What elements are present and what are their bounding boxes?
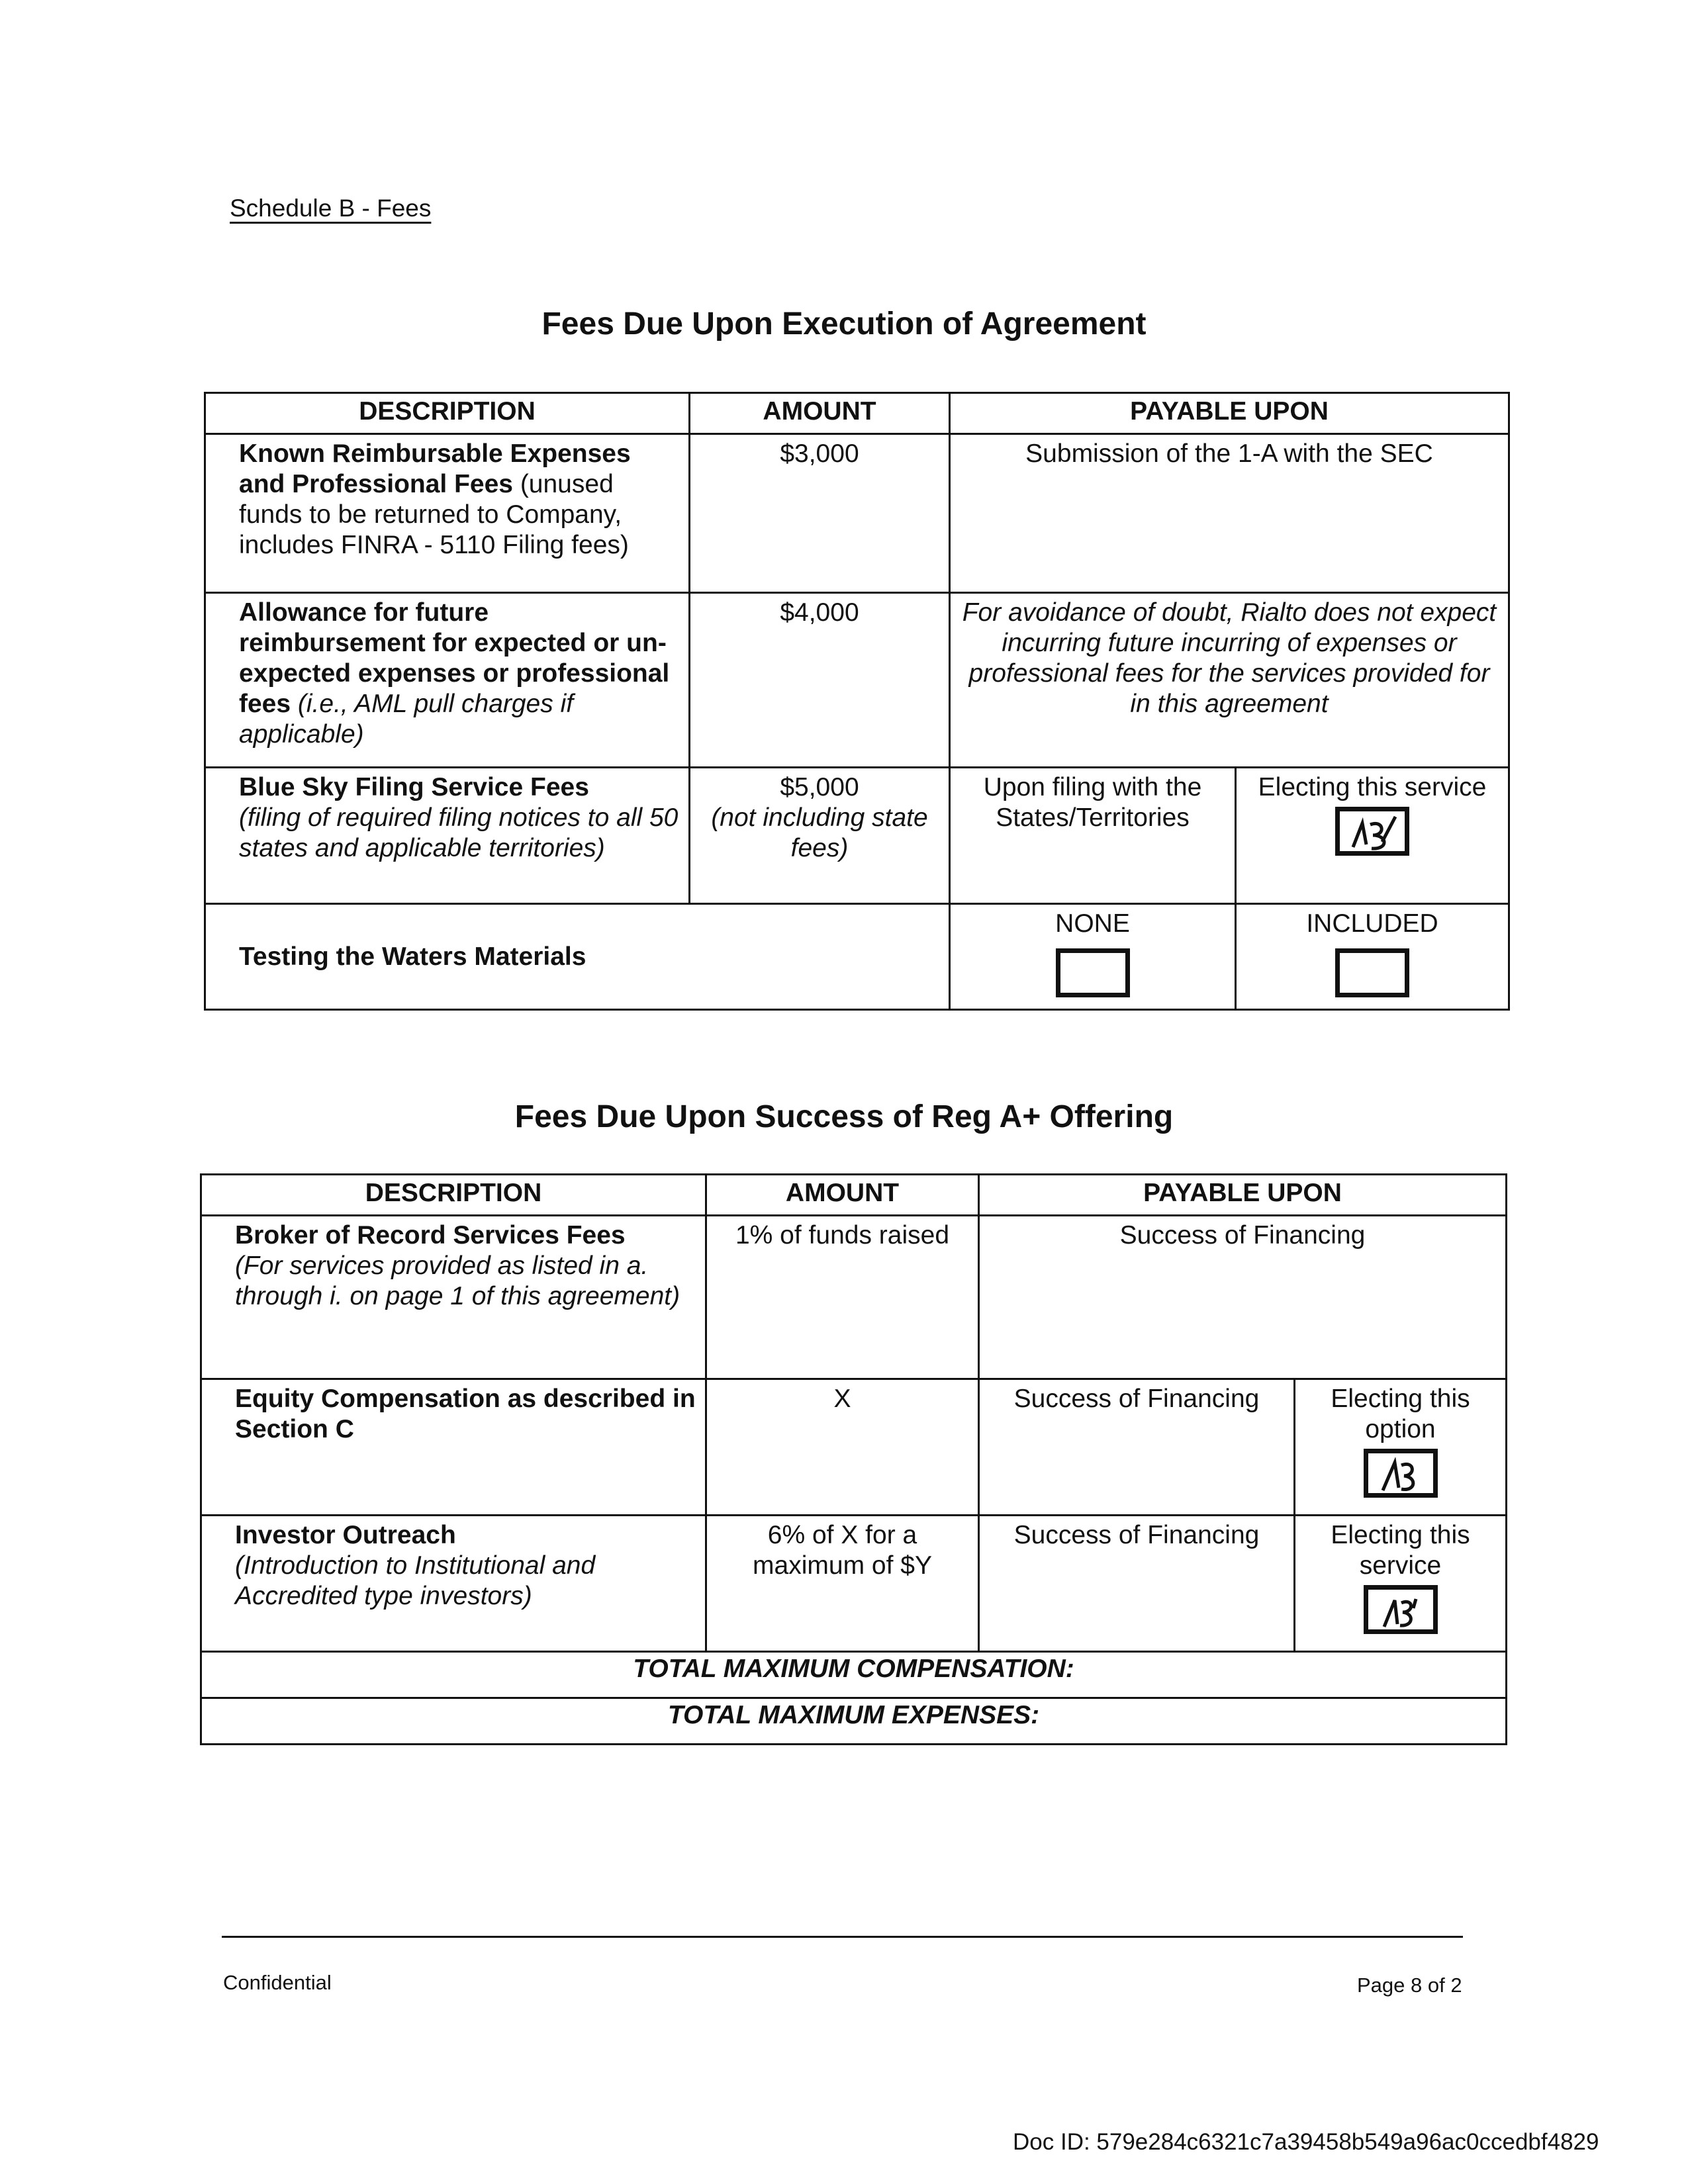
row-payable: Submission of the 1-A with the SEC: [950, 434, 1509, 593]
row-amount: X: [706, 1379, 979, 1516]
election-cell: Electing this service: [1295, 1516, 1507, 1652]
initials-signature-icon: [1346, 815, 1399, 852]
total-expenses-label: TOTAL MAXIMUM EXPENSES:: [201, 1698, 1507, 1745]
election-checkbox[interactable]: [1364, 1585, 1438, 1634]
row-description: Broker of Record Services Fees (For services provided as listed in a. through i. on page 1 of this agreement): [201, 1216, 706, 1379]
initials-signature-icon: [1375, 1594, 1428, 1631]
table-row: [205, 904, 1509, 1010]
doc-id: Doc ID: 579e284c6321c7a39458b549a96ac0ccedbf4829: [1013, 2129, 1599, 2155]
row-description: Equity Compensation as described in Section C: [201, 1379, 706, 1516]
page-number: Page 8 of 2: [1357, 1974, 1462, 1997]
row-payable: Success of Financing: [979, 1379, 1295, 1516]
row-description: Known Reimbursable Expenses and Professional Fees (unused funds to be returned to Company, includes FINRA - 5110 Filing fees): [205, 434, 690, 593]
row-amount: $4,000: [690, 593, 950, 768]
section-title-success: Fees Due Upon Success of Reg A+ Offering: [514, 1099, 1174, 1134]
row-amount: 6% of X for a maximum of $Y: [706, 1516, 979, 1652]
section-title-execution: Fees Due Upon Execution of Agreement: [541, 306, 1147, 341]
row-payable: Success of Financing: [979, 1216, 1507, 1379]
col-header-amount: AMOUNT: [690, 393, 950, 434]
table-row: [205, 593, 1509, 768]
col-header-payable: PAYABLE UPON: [950, 393, 1509, 434]
election-cell: Electing this option: [1295, 1379, 1507, 1516]
row-payable: Success of Financing: [979, 1516, 1295, 1652]
col-header-description: DESCRIPTION: [201, 1175, 706, 1216]
row-payable: For avoidance of doubt, Rialto does not expect incurring future incurring of expenses or professional fees for the services provided for in this agreement: [950, 593, 1509, 768]
row-description: Allowance for future reimbursement for expected or un-expected expenses or professional fees (i.e., AML pull charges if applicable): [205, 593, 690, 768]
table-row: [205, 768, 1509, 904]
row-description: Testing the Waters Materials: [205, 904, 950, 1010]
table-row: [201, 1216, 1507, 1379]
initials-signature-icon: [1375, 1457, 1428, 1494]
total-expenses-row: [201, 1698, 1507, 1745]
row-amount: $5,000 (not including state fees): [690, 768, 950, 904]
row-amount: $3,000: [690, 434, 950, 593]
row-payable: Upon filing with the States/Territories: [950, 768, 1236, 904]
col-header-amount: AMOUNT: [706, 1175, 979, 1216]
none-checkbox[interactable]: [1056, 948, 1130, 997]
schedule-heading: Schedule B - Fees: [230, 195, 432, 222]
table-row: [201, 1516, 1507, 1652]
col-header-description: DESCRIPTION: [205, 393, 690, 434]
execution-fees-table: [204, 392, 1510, 1011]
footer-divider: [222, 1936, 1463, 1938]
total-compensation-row: [201, 1652, 1507, 1698]
row-amount: 1% of funds raised: [706, 1216, 979, 1379]
option-none-cell: NONE: [950, 904, 1236, 1010]
election-checkbox[interactable]: [1364, 1449, 1438, 1498]
election-checkbox[interactable]: [1335, 807, 1409, 856]
row-description: Investor Outreach (Introduction to Institutional and Accredited type investors): [201, 1516, 706, 1652]
option-included-cell: INCLUDED: [1236, 904, 1509, 1010]
success-fees-table: [200, 1173, 1507, 1745]
total-compensation-label: TOTAL MAXIMUM COMPENSATION:: [201, 1652, 1507, 1698]
table-row: [201, 1379, 1507, 1516]
included-checkbox[interactable]: [1335, 948, 1409, 997]
footer-confidential: Confidential: [223, 1971, 332, 1994]
table-row: [205, 434, 1509, 593]
row-description: Blue Sky Filing Service Fees (filing of required filing notices to all 50 states and applicable territories): [205, 768, 690, 904]
col-header-payable: PAYABLE UPON: [979, 1175, 1507, 1216]
election-cell: Electing this service: [1236, 768, 1509, 904]
